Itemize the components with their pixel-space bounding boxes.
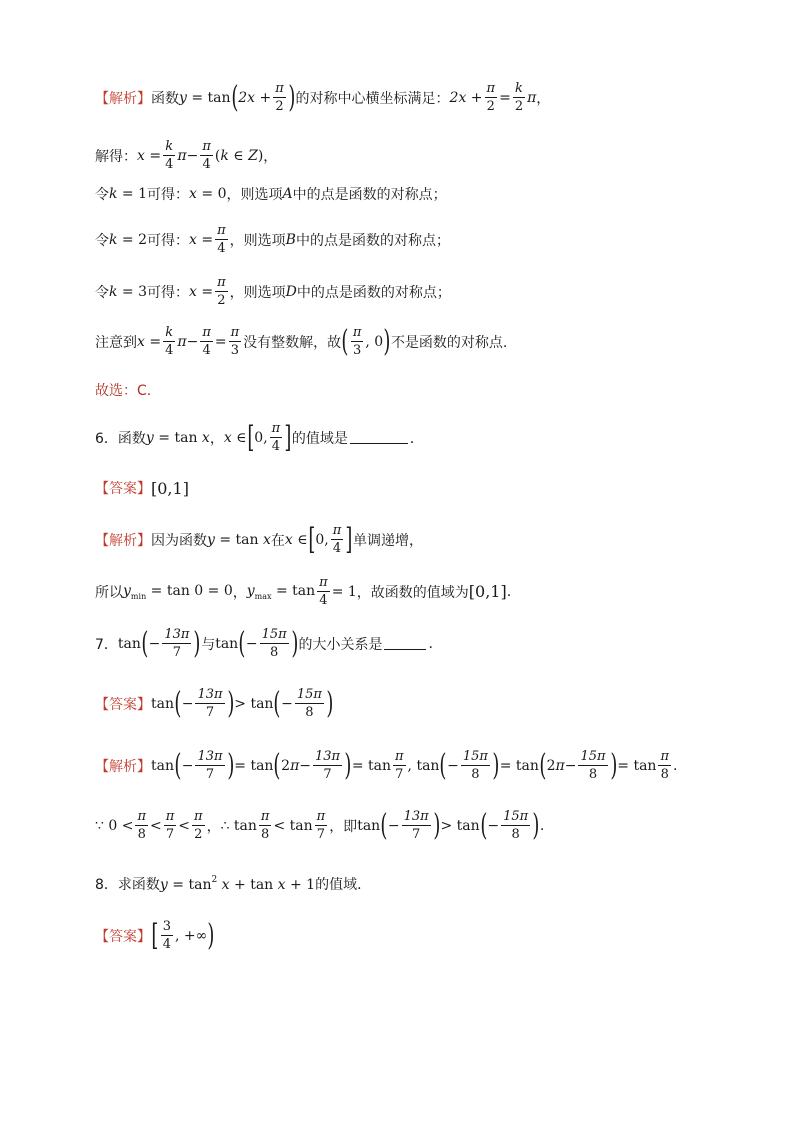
text: 中的点是函数的对称点； [296, 284, 451, 301]
text: 的值域． [315, 877, 372, 893]
line-p5-6: 注意到 x = $\frac{k}{4}$ π − $\frac{\pi}{4}$ = $\frac{\pi}{3}$ 没有整数解，故 ( $\frac{\pi}{3}$ , 0 ) 不是函数的对称点. [95, 323, 508, 359]
q6-analysis-2: 所以 $y_{min} = \tan 0 = 0$ ， $y_{max} = \tan$ $\frac{\pi}{4}$ = 1 ，故函数的值域为 [0,1] . [95, 575, 512, 608]
analysis-tag: 【解析】 [95, 90, 151, 107]
text: ，则选项 [226, 187, 283, 203]
text: 故选：C. [95, 383, 152, 399]
text: 可得： [147, 284, 190, 301]
answer-tag: 【答案】 [95, 928, 151, 945]
text: 单调递增， [352, 532, 423, 549]
answer-blank [384, 637, 426, 650]
text: 令 [95, 232, 109, 249]
question-6: 6．函数 y = tan x ， x ∈ [ 0, $\frac{\pi}{4}$ ] 的值域是 ． [95, 419, 424, 455]
text: ，即 [329, 818, 358, 835]
text: 解得： [95, 148, 137, 165]
line-p5-3: 令 k = 1 可得： x = 0 ，则选项 A 中的点是函数的对称点； [95, 186, 447, 203]
question-8: 8．求函数 $y = \tan^2 x + \tan x + 1$ 的值域． [95, 875, 372, 893]
text: 可得： [147, 187, 190, 203]
text: ，则选项 [229, 232, 286, 249]
text: 令 [95, 187, 109, 203]
text: 没有整数解，故 [243, 334, 342, 351]
line-p5-1: 【解析】 函数 y = tan ( 2x + $\frac{\pi}{2}$ ) 的对称中心横坐标满足： 2x + $\frac{\pi}{2}$ = $\frac{k}{2}$ π ， [95, 79, 551, 115]
q7-analysis-1: 【解析】 tan ( − $\frac{13\pi}{7}$ ) = tan ( 2π− $\frac{13\pi}{7}$ ) = tan $\frac{\pi}{7}$ , tan ( − $\frac{15\pi}{8}$ ) = tan ( 2π− $\frac{15\pi}{8}$ ) = tan $\frac{\pi}{8}$ . [95, 747, 678, 783]
answer-tag: 【答案】 [95, 696, 151, 713]
text: 的值域是 [291, 430, 348, 447]
text: 函数 [151, 90, 179, 107]
math: y = tan [179, 89, 231, 106]
question-number: 7． [95, 636, 118, 653]
text: 中的点是函数的对称点； [292, 187, 447, 203]
line-p5-5: 令 k = 3 可得： x = $\frac{\pi}{2}$ ，则选项 D 中的点是函数的对称点； [95, 275, 451, 308]
subscript: max [254, 591, 272, 601]
text: 注意到 [95, 334, 137, 351]
answer-blank [350, 431, 408, 444]
answer-choice [95, 380, 151, 400]
text: 中的点是函数的对称点； [295, 232, 450, 249]
text: 可得： [147, 232, 190, 249]
text: ，故函数的值域为 [356, 584, 469, 601]
text: 与 [201, 636, 216, 653]
q6-answer: 【答案】 [0,1] [95, 478, 189, 498]
line-p5-4: 令 k = 2 可得： x = $\frac{\pi}{4}$ ，则选项 B 中的点是函数的对称点； [95, 223, 450, 256]
question-7: 7． tan ( − $\frac{13\pi}{7}$ ) 与 tan ( − $\frac{15\pi}{8}$ ) 的大小关系是 . [95, 625, 433, 661]
q7-answer: 【答案】 tan ( − $\frac{13\pi}{7}$ ) > tan ( − $\frac{15\pi}{8}$ ) [95, 685, 334, 721]
question-number: 8．求函数 [95, 877, 160, 893]
q8-answer: 【答案】 [ $\frac{3}{4}$ , +∞ ) [95, 917, 215, 953]
text: 的大小关系是 [298, 636, 383, 653]
text: 在 [270, 532, 285, 549]
q6-analysis-1: 【解析】 因为函数 y = tan x 在 x ∈ [ 0, $\frac{\pi}{4}$ ] 单调递增， [95, 521, 423, 557]
text: 所以 [95, 584, 123, 601]
text: 的对称中心横坐标满足： [295, 90, 450, 107]
analysis-tag: 【解析】 [95, 758, 151, 775]
analysis-tag: 【解析】 [95, 532, 151, 549]
fraction: $\frac{\pi}{2}$ [275, 81, 284, 114]
text: ，则选项 [229, 284, 286, 301]
line-p5-2: 解得： x = $\frac{k}{4}$ π − $\frac{\pi}{4}$ (k ∈ Z) ， [95, 139, 278, 172]
q7-analysis-2: ∵ 0 < $\frac{\pi}{8}$ < $\frac{\pi}{7}$ < $\frac{\pi}{2}$ ， ∴ tan $\frac{\pi}{8}$ < tan $\frac{\pi}{7}$ ，即 tan ( − $\frac{13\pi}{7}$ ) > tan ( − $\frac{15\pi}{8}$ ) . [95, 807, 545, 843]
text: 不是函数的对称点. [390, 334, 508, 351]
subscript: min [130, 591, 147, 601]
text: 令 [95, 284, 109, 301]
text: 因为函数 [151, 532, 207, 549]
question-number: 6．函数 [95, 430, 146, 447]
answer-tag: 【答案】 [95, 481, 151, 497]
